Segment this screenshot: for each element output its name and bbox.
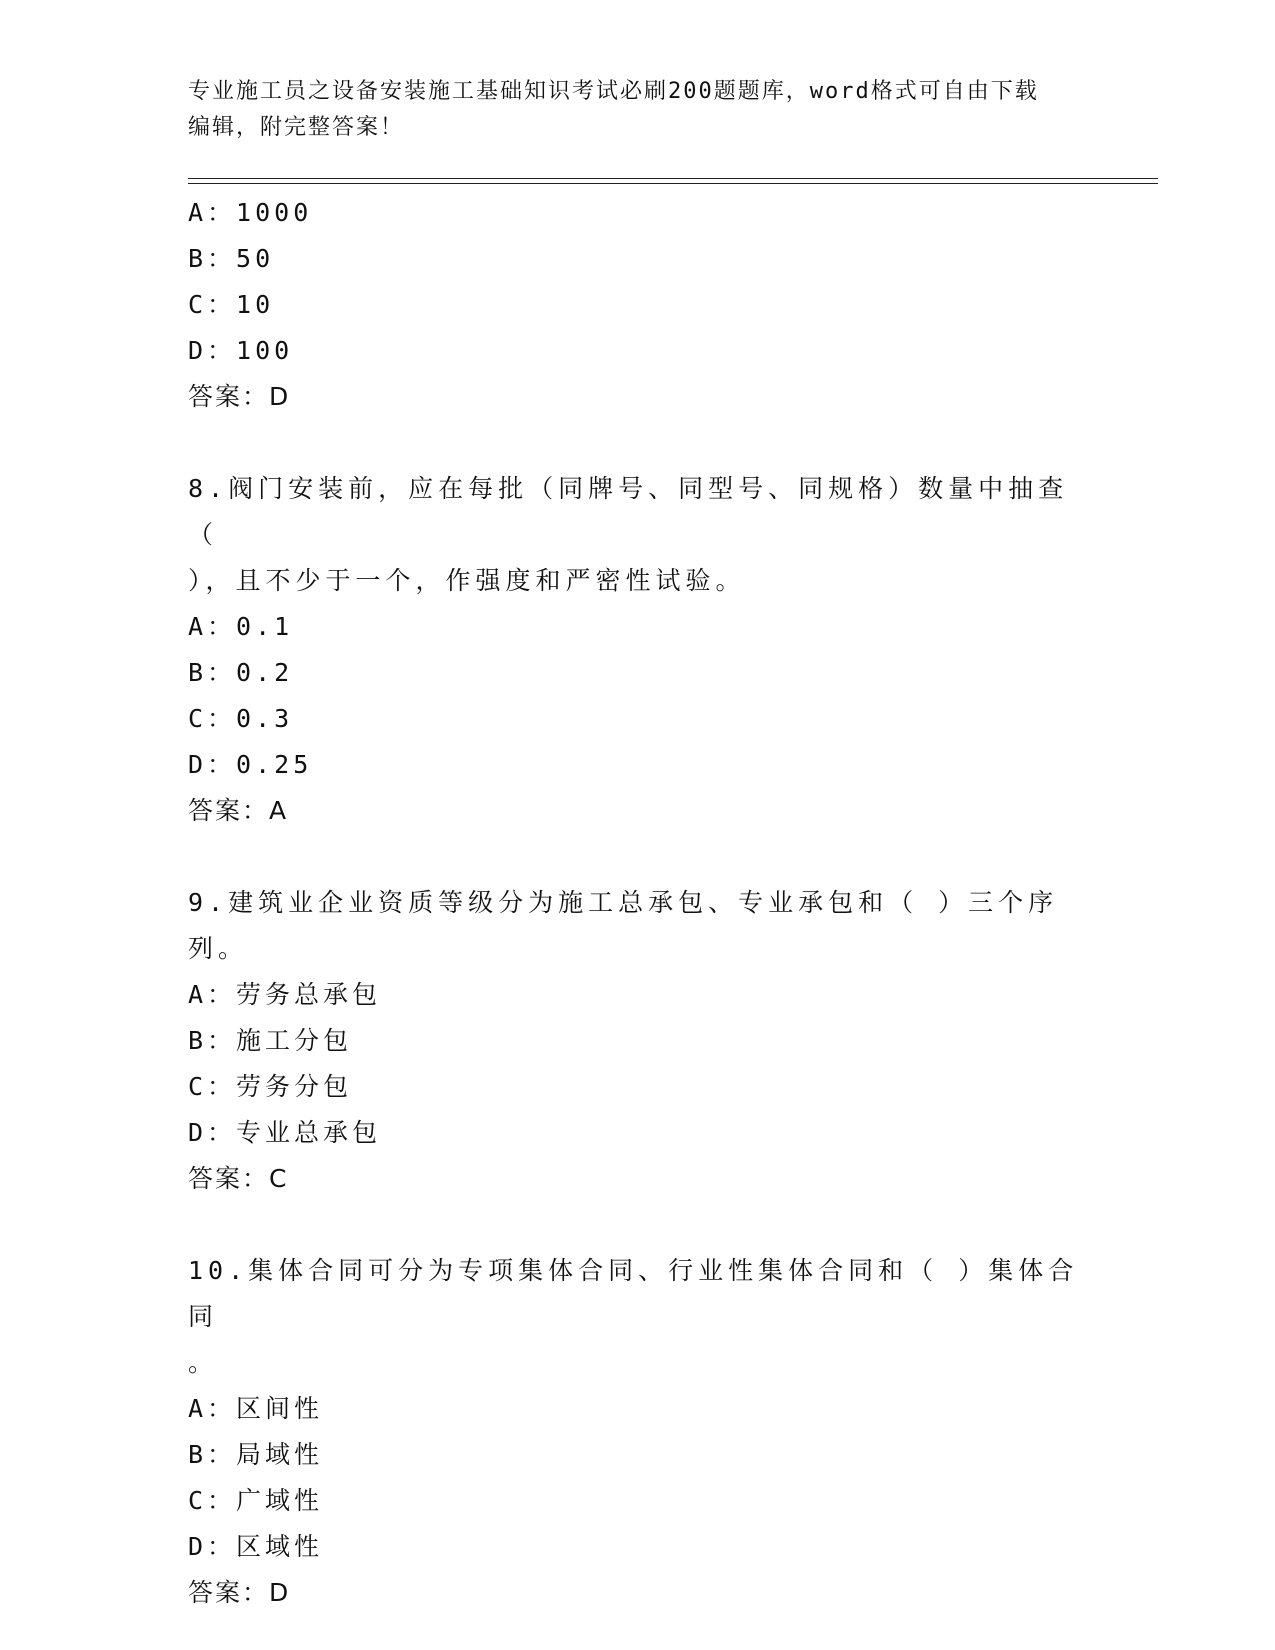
- question-7: [188, 190, 1088, 420]
- header-line-2: 编辑，附完整答案！: [188, 115, 405, 140]
- option-d: D：100: [188, 336, 294, 365]
- option-b: B：局域性: [188, 1440, 324, 1469]
- option-c: C：广域性: [188, 1486, 324, 1515]
- option-d: D：区域性: [188, 1532, 324, 1561]
- document-body: [188, 190, 1088, 1616]
- spacer: [188, 1202, 1088, 1248]
- option-a: A：0.1: [188, 612, 294, 641]
- option-b: B：0.2: [188, 658, 294, 687]
- option-d: D：0.25: [188, 750, 313, 779]
- question-9: [188, 880, 1088, 1202]
- answer: 答案：C: [188, 1164, 289, 1193]
- answer: 答案：D: [188, 382, 291, 411]
- question-10: [188, 1248, 1088, 1616]
- question-text-line-2: 。: [188, 1348, 219, 1377]
- question-text-line-1: 9.建筑业企业资质等级分为施工总承包、专业承包和（ ）三个序列。: [188, 888, 1059, 963]
- option-c: C：劳务分包: [188, 1072, 353, 1101]
- answer: 答案：A: [188, 796, 289, 825]
- option-a: A：区间性: [188, 1394, 324, 1423]
- option-c: C：10: [188, 290, 275, 319]
- spacer: [188, 834, 1088, 880]
- option-a: A：1000: [188, 198, 313, 227]
- option-b: B：50: [188, 244, 275, 273]
- option-a: A：劳务总承包: [188, 980, 382, 1009]
- header-divider-top: [188, 178, 1158, 179]
- option-d: D：专业总承包: [188, 1118, 382, 1147]
- option-c: C：0.3: [188, 704, 294, 733]
- header-line-1: 专业施工员之设备安装施工基础知识考试必刷200题题库，word格式可自由下载: [188, 79, 1039, 104]
- question-text-line-1: 10.集体合同可分为专项集体合同、行业性集体合同和（ ）集体合同: [188, 1256, 1079, 1331]
- question-8: [188, 466, 1088, 834]
- option-b: B：施工分包: [188, 1026, 353, 1055]
- question-text-line-1: 8.阀门安装前，应在每批（同牌号、同型号、同规格）数量中抽查（: [188, 474, 1069, 549]
- answer: 答案：D: [188, 1578, 291, 1607]
- spacer: [188, 420, 1088, 466]
- question-text-line-2: ），且不少于一个，作强度和严密性试验。: [188, 566, 746, 595]
- header-divider-bottom: [188, 183, 1158, 184]
- document-header: [188, 74, 1068, 146]
